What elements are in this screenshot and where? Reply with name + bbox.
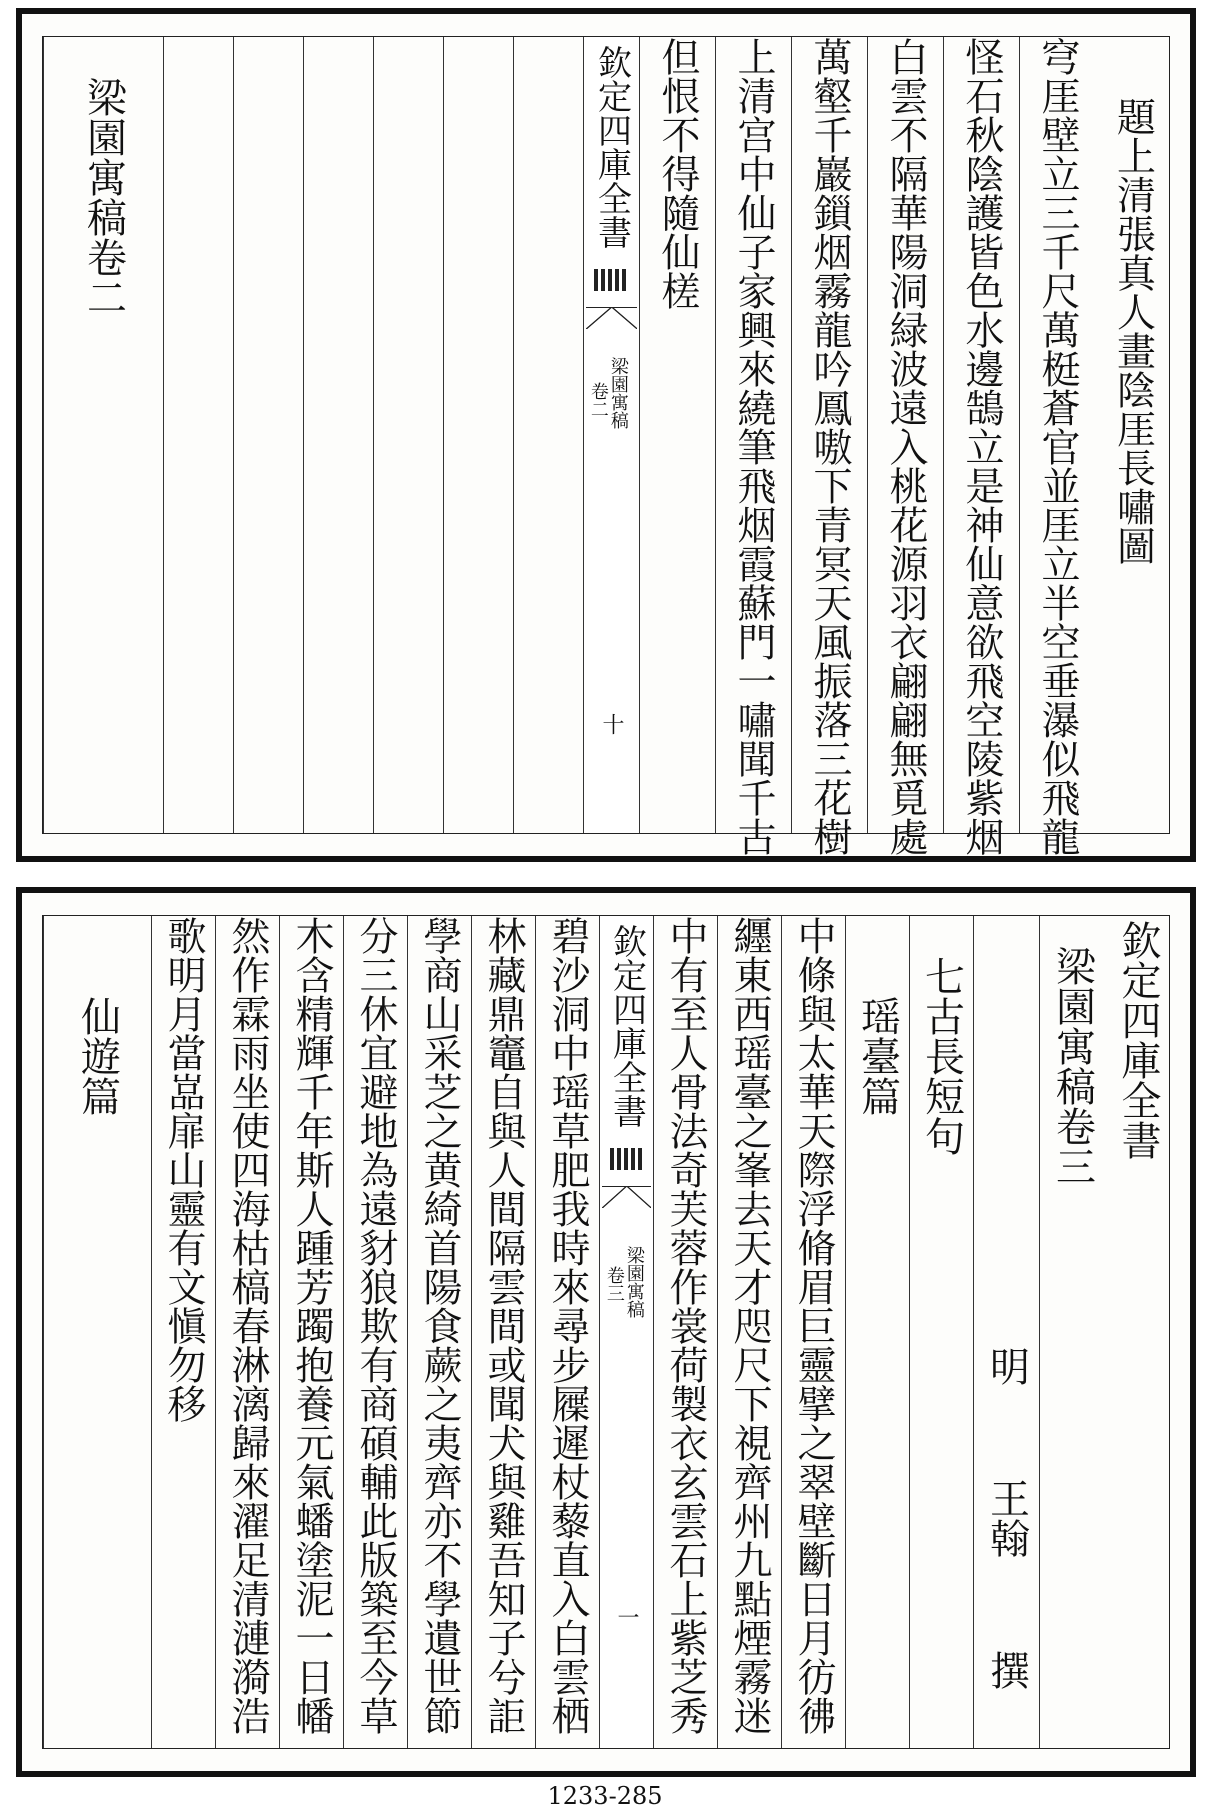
fish-tail-mark (586, 269, 637, 308)
poem-title: 題上清張真人畫陰厓長嘯圖 (1110, 97, 1156, 565)
text-line: 中條與太華天際浮脩眉巨靈擘之翠壁斷日月彷彿 (791, 916, 836, 1735)
text-line: 木含精輝千年斯人踵芳躅抱養元氣蟠塗泥一日幡 (289, 916, 334, 1735)
text-column (43, 37, 163, 833)
empty-column (303, 37, 373, 833)
empty-column (233, 37, 303, 833)
text-line: 怪石秋陰護皆色水邊鵠立是神仙意欲飛空陵紫烟 (959, 37, 1004, 856)
text-column (215, 916, 279, 1748)
text-column (1105, 916, 1171, 1748)
fold-page-number: 一 (614, 1606, 639, 1628)
text-column (1095, 37, 1171, 833)
text-column (43, 916, 151, 1748)
empty-column (513, 37, 583, 833)
empty-column (373, 37, 443, 833)
text-column (535, 916, 599, 1748)
section-heading: 七古長短句 (918, 956, 965, 1156)
bottom-page (16, 887, 1196, 1777)
text-line: 穹厓壁立三千尺萬梃蒼官並厓立半空垂瀑似飛龍 (1035, 37, 1080, 856)
bottom-page-frame (42, 915, 1170, 1749)
fold-title: 欽定四庫全書 (606, 924, 647, 1128)
text-line: 上清宫中仙子家興來繞筆飛烟霞蘇門一嘯聞千古 (731, 37, 776, 856)
text-column (279, 916, 343, 1748)
text-column (845, 916, 909, 1748)
empty-column (443, 37, 513, 833)
text-column (943, 37, 1019, 856)
fish-tail-mark (602, 1148, 651, 1187)
text-column (639, 37, 715, 833)
text-line: 歌明月當嵓扉山靈有文愼勿移 (161, 916, 206, 1423)
empty-column (163, 37, 233, 833)
text-line: 林藏鼎竈自與人間隔雲間或聞犬與雞吾知子兮詎 (481, 916, 526, 1735)
author-line: 明 王翰 撰 (983, 1346, 1030, 1690)
text-line: 纒東西瑶臺之峯去天才咫尺下視齊州九點煙霧迷 (727, 916, 772, 1735)
text-line: 但恨不得隨仙槎 (655, 37, 700, 310)
text-line: 萬壑千巖鎻烟霧龍吟鳳嗷下青冥天風振落三花樹 (807, 37, 852, 856)
book-volume-title: 梁園寓稿卷三 (1049, 946, 1096, 1186)
fold-title: 欽定四庫全書 (591, 45, 632, 249)
fold-volume: 卷二 (587, 382, 609, 418)
text-column (1019, 37, 1095, 856)
text-column (151, 916, 215, 1748)
text-column (715, 37, 791, 856)
text-column (791, 37, 867, 856)
text-column (781, 916, 845, 1748)
poem-title: 瑶臺篇 (854, 996, 901, 1116)
text-column (343, 916, 407, 1748)
page-code: 1233-285 (547, 1782, 663, 1810)
text-line: 白雲不隔華陽洞緑波遠入桃花源羽衣翩翩無覓處 (883, 37, 928, 856)
fold-book-title: 梁園寓稿 (623, 1246, 645, 1318)
fold-volume: 卷三 (603, 1266, 625, 1302)
volume-end-label: 梁園寓稿卷二 (80, 77, 127, 317)
fold-book-title: 梁園寓稿 (607, 357, 629, 429)
text-column (909, 916, 973, 1748)
fold-page-number: 十 (599, 713, 624, 735)
text-line: 分三休宜避地為遠豺狼欺有商碩輔此版築至今草 (353, 916, 398, 1735)
text-line: 然作霖雨坐使四海枯槁春淋漓歸來濯足清漣漪浩 (225, 916, 270, 1735)
fold-column (599, 916, 653, 1748)
text-column (471, 916, 535, 1748)
top-page-frame (42, 36, 1170, 856)
text-line: 中有至人骨法奇芙蓉作裳荷製衣玄雲石上紫芝秀 (663, 916, 708, 1735)
text-column (407, 916, 471, 1748)
text-column (717, 916, 781, 1748)
text-column (653, 916, 717, 1748)
fold-column (583, 37, 639, 833)
top-page (16, 8, 1196, 862)
text-column (973, 916, 1039, 1748)
text-line: 碧沙洞中瑶草肥我時來尋步屧遲杖藜直入白雲栖 (545, 916, 590, 1735)
poem-title: 仙遊篇 (74, 996, 121, 1116)
collection-title: 欽定四庫全書 (1115, 920, 1161, 1160)
text-line: 學商山采芝之黄綺首陽食蕨之夷齊亦不學遺世節 (417, 916, 462, 1735)
text-column (1039, 916, 1105, 1748)
text-column (867, 37, 943, 856)
